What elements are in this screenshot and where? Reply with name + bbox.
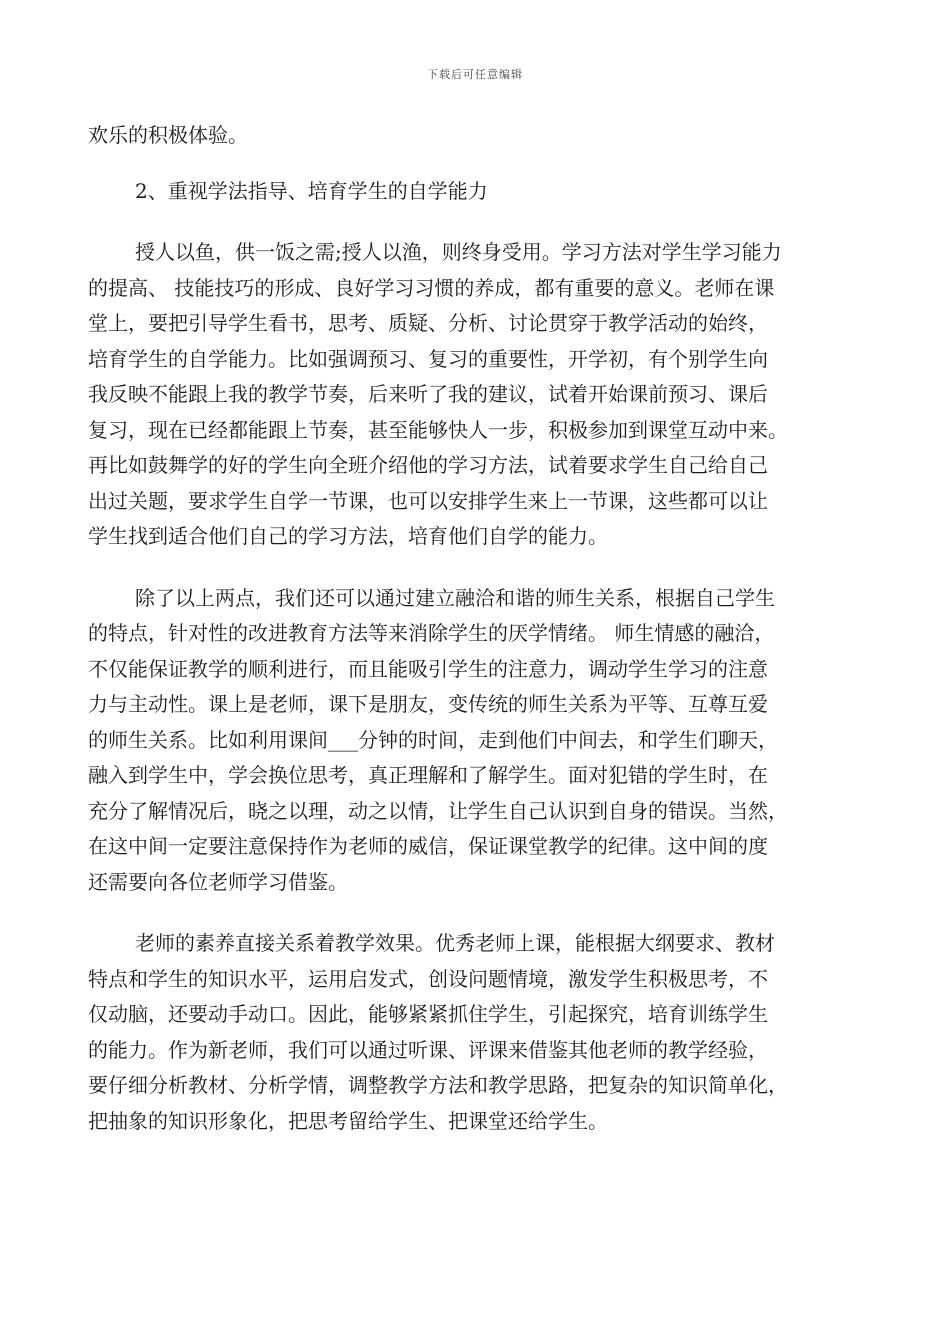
header-note: 下载后可任意编辑 — [427, 68, 523, 81]
paragraph-teacher-quality — [88, 926, 858, 1139]
paragraph-line: 培育学生的自学能力。比如强调预习、复习的重要性，开学初，有个别学生向 — [88, 346, 768, 371]
paragraph-line: 仅动脑，还要动手动口。因此，能够紧紧抓住学生，引起探究，培育训练学生 — [88, 1002, 768, 1026]
paragraph-line: 学生找到适合他们自己的学习方法，培育他们自学的能力。 — [88, 524, 608, 548]
paragraph-teacher-student-relations — [88, 581, 858, 901]
paragraph-line: 的能力。作为新老师，我们可以通过听课、评课来借鉴其他老师的教学经验， — [88, 1037, 768, 1062]
paragraph-line: 复习，现在已经都能跟上节奏，甚至能够快人一步，积极参加到课堂互动中来。 — [88, 417, 788, 442]
paragraph-line: 的师生关系。比如利用课间___分钟的时间，走到他们中间去，和学生们聊天， — [88, 727, 778, 752]
paragraph-line: 充分了解情况后，晓之以理，动之以情，让学生自己认识到自身的错误。当然， — [88, 798, 788, 823]
paragraph-line: 的提高、 技能技巧的形成、良好学习习惯的养成，都有重要的意义。老师在课 — [88, 275, 775, 300]
paragraph-line: 授人以鱼，供一饭之需;授人以渔，则终身受用。学习方法对学生学习能力 — [135, 240, 782, 264]
paragraph-line: 力与主动性。课上是老师，课下是朋友，变传统的师生关系为平等、互尊互爱 — [88, 692, 768, 716]
paragraph-line: 还需要向各位老师学习借鉴。 — [88, 869, 348, 894]
paragraph-line: 堂上，要把引导学生看书，思考、质疑、分析、讨论贯穿于教学活动的始终， — [88, 311, 768, 335]
paragraph-line: 不仅能保证教学的顺利进行，而且能吸引学生的注意力，调动学生学习的注意 — [88, 656, 768, 681]
paragraph-line: 出过关题，要求学生自学一节课，也可以安排学生来上一节课，这些都可以让 — [88, 488, 768, 513]
paragraph-study-methods — [88, 235, 858, 555]
paragraph-line: 在这中间一定要注意保持作为老师的威信，保证课堂教学的纪律。这中间的度 — [88, 834, 768, 858]
document-body — [88, 118, 858, 1139]
paragraph-line: 老师的素养直接关系着教学效果。优秀老师上课，能根据大纲要求、教材 — [135, 931, 775, 955]
paragraph-line: 融入到学生中，学会换位思考，真正理解和了解学生。面对犯错的学生时，在 — [88, 763, 768, 787]
section-heading: 2、重视学法指导、培育学生的自学能力 — [135, 178, 488, 203]
paragraph-line: 再比如鼓舞学的好的学生向全班介绍他的学习方法，试着要求学生自己给自己 — [88, 453, 768, 477]
paragraph-line: 把抽象的知识形象化，把思考留给学生、把课堂还给学生。 — [88, 1108, 608, 1133]
paragraph-line: 特点和学生的知识水平，运用启发式，创设问题情境，激发学生积极思考，不 — [88, 966, 768, 991]
paragraph-line: 除了以上两点，我们还可以通过建立融洽和谐的师生关系，根据自己学生 — [135, 585, 775, 610]
paragraph-line: 欢乐的积极体验。 — [88, 123, 248, 147]
paragraph-line: 的特点，针对性的改进教育方法等来消除学生的厌学情绪。 师生情感的融洽， — [88, 621, 775, 645]
paragraph-line: 我反映不能跟上我的教学节奏，后来听了我的建议，试着开始课前预习、课后 — [88, 382, 768, 406]
paragraph-line: 要仔细分析教材、分析学情，调整教学方法和教学思路，把复杂的知识简单化， — [88, 1073, 788, 1097]
